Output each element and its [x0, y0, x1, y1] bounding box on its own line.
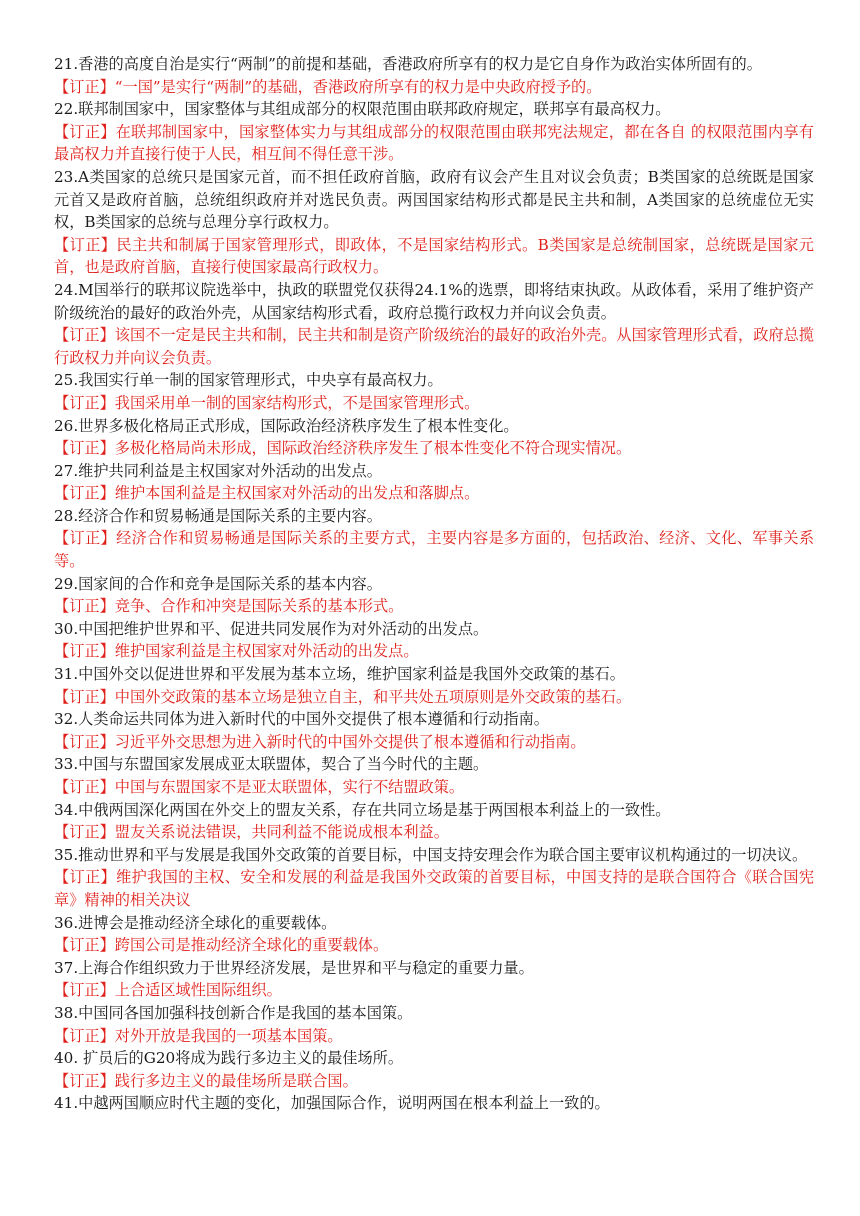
correction-35: 【订正】维护我国的主权、安全和发展的利益是我国外交政策的首要目标，中国支持的是联合国符合《联合国宪章》精神的相关决议: [54, 868, 814, 909]
question-41: 41.中越两国顺应时代主题的变化，加强国际合作，说明两国在根本利益上一致的。: [54, 1094, 610, 1113]
correction-23: 【订正】民主共和制属于国家管理形式，即政体，不是国家结构形式。B类国家是总统制国家，总统既是国家元首，也是政府首脑，直接行使国家最高行政权力。: [54, 235, 814, 277]
question-28: 28.经济合作和贸易畅通是国际关系的主要内容。: [54, 506, 382, 525]
question-21: 21.香港的高度自治是实行“两制”的前提和基础，香港政府所享有的权力是它自身作为政治实体所固有的。: [54, 55, 762, 73]
question-38: 38.中国同各国加强科技创新合作是我国的基本国策。: [54, 1003, 413, 1022]
correction-21: 【订正】“一国”是实行“两制”的基础，香港政府所享有的权力是中央政府授予的。: [54, 77, 602, 96]
correction-33: 【订正】中国与东盟国家不是亚太联盟体，实行不结盟政策。: [54, 778, 465, 796]
question-26: 26.世界多极化格局正式形成，国际政治经济秩序发生了根本性变化。: [54, 416, 519, 435]
correction-31: 【订正】中国外交政策的基本立场是独立自主，和平共处五项原则是外交政策的基石。: [54, 687, 632, 706]
correction-22: 【订正】在联邦制国家中，国家整体实力与其组成部分的权限范围由联邦宪法规定，都在各自 的权限范围内享有最高权力并直接行使于人民，相互间不得任意干涉。: [54, 122, 814, 164]
question-40: 40. 扩员后的G20将成为践行多边主义的最佳场所。: [54, 1049, 404, 1068]
question-32: 32.人类命运共同体为进入新时代的中国外交提供了根本遵循和行动指南。: [54, 710, 549, 729]
correction-32: 【订正】习近平外交思想为进入新时代的中国外交提供了根本遵循和行动指南。: [54, 732, 586, 751]
question-37: 37.上海合作组织致力于世界经济发展，是世界和平与稳定的重要力量。: [54, 958, 534, 977]
correction-34: 【订正】盟友关系说法错误，共同利益不能说成根本利益。: [54, 823, 449, 842]
correction-36: 【订正】跨国公司是推动经济全球化的重要载体。: [54, 936, 389, 955]
question-31: 31.中国外交以促进世界和平发展为基本立场，维护国家利益是我国外交政策的基石。: [54, 665, 625, 684]
correction-27: 【订正】维护本国利益是主权国家对外活动的出发点和落脚点。: [54, 484, 480, 503]
correction-24: 【订正】该国不一定是民主共和制，民主共和制是资产阶级统治的最好的政治外壳。从国家管理形式看，政府总揽行政权力并向议会负责。: [54, 326, 814, 367]
question-30: 30.中国把维护世界和平、促进共同发展作为对外活动的出发点。: [54, 619, 489, 638]
question-35: 35.推动世界和平与发展是我国外交政策的首要目标，中国支持安理会作为联合国主要审议机构通过的一切决议。: [54, 845, 808, 864]
correction-30: 【订正】维护国家利益是主权国家对外活动的出发点。: [54, 642, 419, 661]
correction-29: 【订正】竞争、合作和冲突是国际关系的基本形式。: [54, 597, 404, 616]
question-33: 33.中国与东盟国家发展成亚太联盟体，契合了当今时代的主题。: [54, 755, 489, 774]
correction-26: 【订正】多极化格局尚未形成，国际政治经济秩序发生了根本性变化不符合现实情况。: [54, 439, 632, 458]
question-34: 34.中俄两国深化两国在外交上的盟友关系，存在共同立场是基于两国根本利益上的一致性。: [54, 800, 671, 819]
question-25: 25.我国实行单一制的国家管理形式，中央享有最高权力。: [54, 371, 443, 390]
question-23: 23.A类国家的总统只是国家元首，而不担任政府首脑，政府有议会产生且对议会负责；B类国家的总统既是国家元首又是政府首脑，总统组织政府并对选民负责。两国国家结构形式都是民主共和制，A类国家的总统虚位无实权，B类国家的总统与总理分享行政权力。: [54, 167, 814, 232]
correction-40: 【订正】践行多边主义的最佳场所是联合国。: [54, 1071, 358, 1090]
question-29: 29.国家间的合作和竞争是国际关系的基本内容。: [54, 574, 382, 593]
question-22: 22.联邦制国家中，国家整体与其组成部分的权限范围由联邦政府规定，联邦享有最高权力。: [54, 100, 671, 119]
correction-38: 【订正】对外开放是我国的一项基本国策。: [54, 1026, 343, 1045]
correction-25: 【订正】我国采用单一制的国家结构形式，不是国家管理形式。: [54, 393, 480, 412]
correction-37: 【订正】上合适区域性国际组织。: [54, 981, 282, 1000]
correction-28: 【订正】经济合作和贸易畅通是国际关系的主要方式，主要内容是多方面的，包括政治、经济、文化、军事关系等。: [54, 529, 814, 571]
question-36: 36.进博会是推动经济全球化的重要载体。: [54, 913, 337, 932]
question-27: 27.维护共同利益是主权国家对外活动的出发点。: [54, 461, 382, 480]
question-24: 24.M国举行的联邦议院选举中，执政的联盟党仅获得24.1%的选票，即将结束执政。从政体看，采用了维护资产阶级统治的最好的政治外壳，从国家结构形式看，政府总揽行政权力并向议会负责。: [54, 280, 814, 322]
